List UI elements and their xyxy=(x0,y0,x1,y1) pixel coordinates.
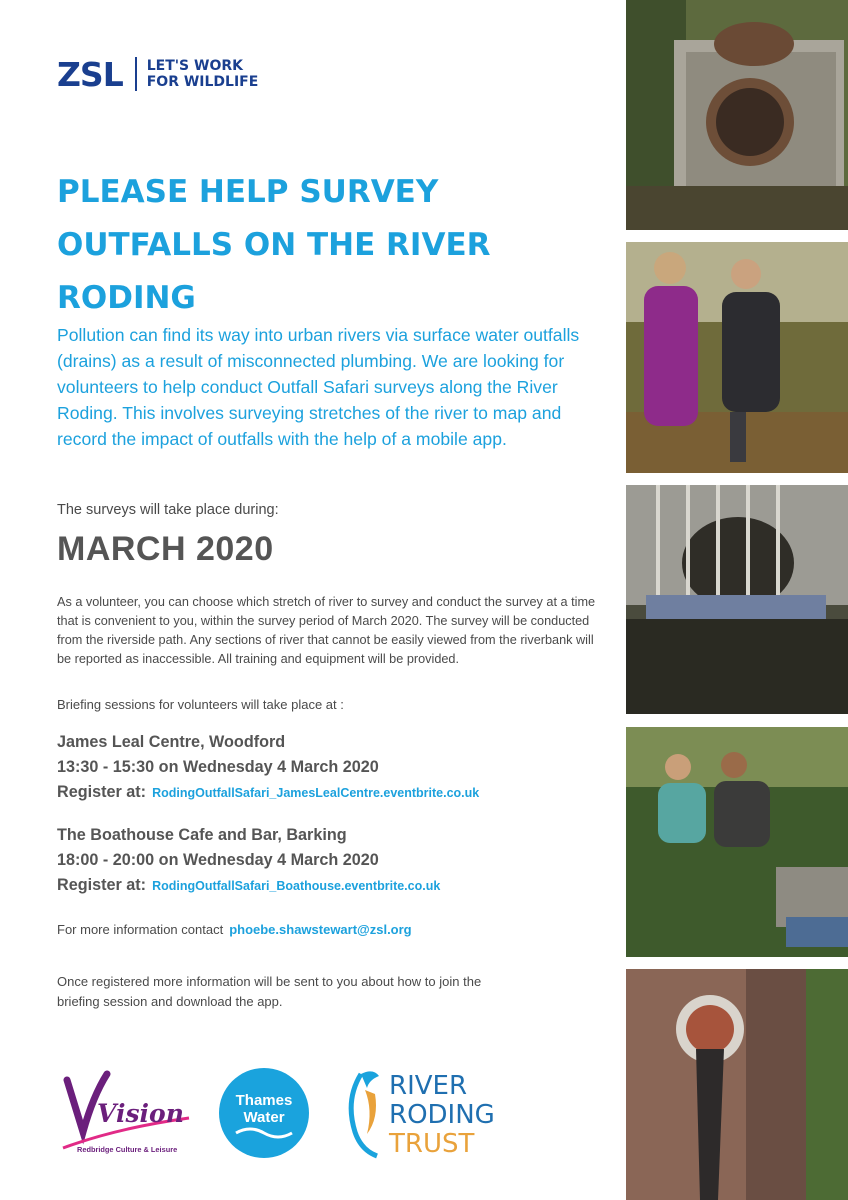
contact-label: For more information contact xyxy=(57,922,224,937)
session-venue: James Leal Centre, Woodford xyxy=(57,733,286,751)
thames-line2: Water xyxy=(243,1109,285,1126)
session-time: 18:00 - 20:00 on Wednesday 4 March 2020 xyxy=(57,851,379,869)
tagline-line2: FOR WILDLIFE xyxy=(146,74,259,90)
thames-water-logo xyxy=(218,1067,310,1159)
session-barking xyxy=(57,823,617,899)
tagline-line1: LET'S WORK xyxy=(146,58,243,74)
closing-paragraph: Once registered more information will be sent to you about how to join the briefing session and download the app. xyxy=(57,974,482,1009)
session-venue: The Boathouse Cafe and Bar, Barking xyxy=(57,826,347,844)
zsl-logo xyxy=(57,56,258,92)
intro-paragraph: Pollution can find its way into urban rivers via surface water outfalls (drains) as a result of misconnected plumbing. We are looking for volunteers to help conduct Outfall Safari surveys along the River Roding. This involves surveying stretches of the river to map and record the impact of outfalls with the help of a mobile app. xyxy=(57,325,580,449)
volunteer-info: As a volunteer, you can choose which stretch of river to survey and conduct the survey at a time that is convenient to you, within the survey period of March 2020. The survey will be conducted from the riverside path. Any sections of river that cannot be easily viewed from the riverbank will be reported as inaccessible. All training and equipment will be provided. xyxy=(57,595,596,666)
rrt-line1: RIVER xyxy=(389,1071,468,1101)
contact-line xyxy=(57,922,412,937)
logo-divider xyxy=(135,57,137,91)
photo-volunteers-walking xyxy=(626,242,848,473)
register-link-woodford[interactable]: RodingOutfallSafari_JamesLealCentre.eventbrite.co.uk xyxy=(152,786,480,800)
session-woodford xyxy=(57,730,617,806)
title-line1: PLEASE HELP SURVEY xyxy=(57,174,439,210)
survey-month: MARCH 2020 xyxy=(57,530,274,568)
rrt-line3: TRUST xyxy=(389,1129,475,1159)
kingfisher-breast xyxy=(365,1090,376,1134)
rrt-line2: RODING xyxy=(389,1100,495,1130)
contact-email-link[interactable]: phoebe.shawstewart@zsl.org xyxy=(229,922,412,937)
photo-volunteers-crouching xyxy=(626,727,848,957)
briefing-label: Briefing sessions for volunteers will take place at : xyxy=(57,697,344,712)
photo-grated-culvert xyxy=(626,485,848,714)
page-title xyxy=(57,166,577,325)
register-label: Register at: xyxy=(57,876,147,894)
register-label: Register at: xyxy=(57,783,147,801)
vision-subtitle: Redbridge Culture & Leisure xyxy=(77,1145,178,1154)
title-line2: OUTFALLS ON THE RIVER xyxy=(57,227,491,263)
kingfisher-head xyxy=(361,1071,379,1088)
session-time: 13:30 - 15:30 on Wednesday 4 March 2020 xyxy=(57,758,379,776)
photo-outfall-flap xyxy=(626,0,848,230)
session-register xyxy=(57,873,617,899)
zsl-tagline xyxy=(147,58,259,90)
photo-brick-outfall xyxy=(626,969,848,1200)
session-register xyxy=(57,780,617,806)
river-roding-trust-logo xyxy=(339,1060,519,1160)
title-line3: RODING xyxy=(57,280,196,316)
register-link-barking[interactable]: RodingOutfallSafari_Boathouse.eventbrite.co.uk xyxy=(152,879,441,893)
thames-line1: Thames xyxy=(235,1092,293,1109)
vision-name: Vision xyxy=(97,1099,184,1128)
vision-logo xyxy=(57,1066,202,1156)
zsl-brand: ZSL xyxy=(57,54,123,94)
survey-during-label: The surveys will take place during: xyxy=(57,502,279,518)
